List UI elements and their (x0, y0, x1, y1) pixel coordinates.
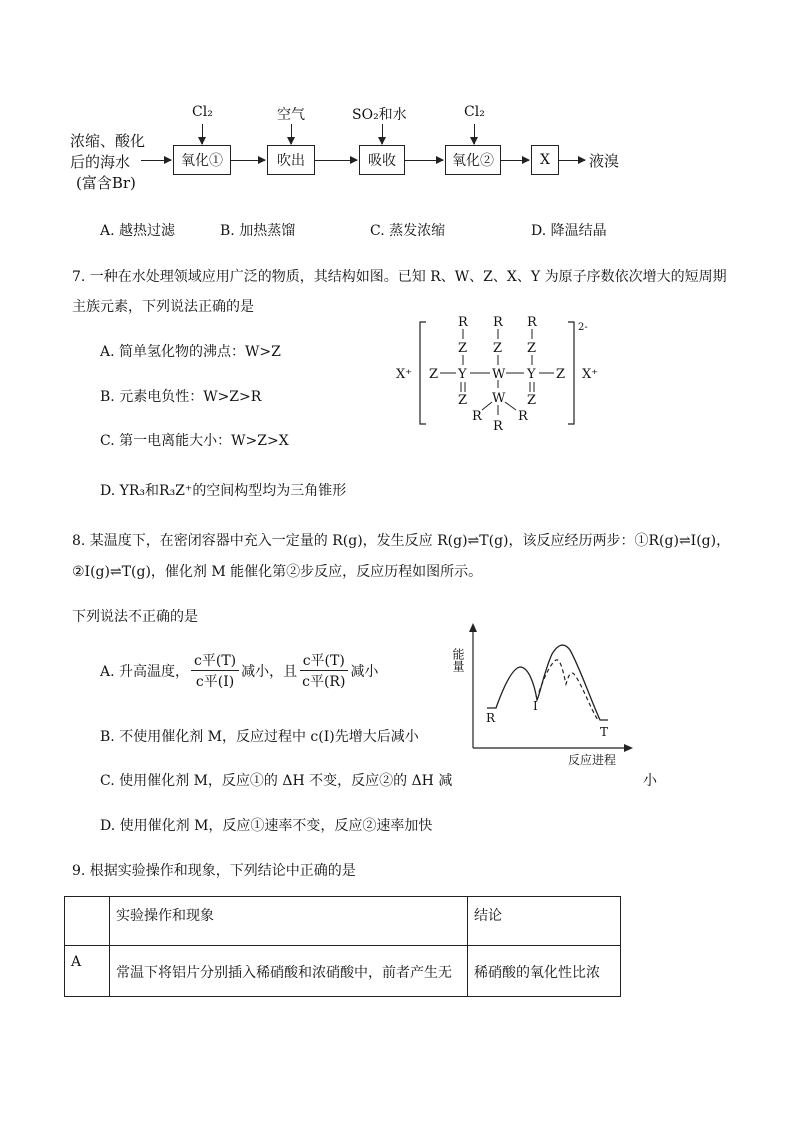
struct-atom-y: Y (458, 367, 467, 382)
bond (505, 402, 516, 410)
flow-box-oxidation-1: 氧化① (173, 145, 231, 175)
flow-box-oxidation-2: 氧化② (445, 145, 501, 175)
flow-arrow (559, 160, 585, 161)
struct-atom-y: Y (527, 367, 536, 382)
struct-atom-z: Z (527, 341, 537, 356)
table-header-cell: 结论 (468, 897, 621, 946)
flow-input-cl2: Cl₂ (464, 104, 485, 120)
q8-option-c-tail: 小 (643, 773, 657, 789)
struct-atom-r: R (458, 315, 468, 330)
flow-arrow (141, 160, 171, 161)
table-cell: 常温下将铝片分别插入稀硝酸和浓硝酸中，前者产生无 (110, 946, 468, 997)
y-axis-arrow (469, 623, 477, 632)
struct-atom-z: Z (429, 367, 439, 382)
table-cell: 稀硝酸的氧化性比浓 (468, 946, 621, 997)
struct-x-cation-right: X⁺ (582, 367, 599, 382)
flow-arrow (231, 160, 265, 161)
q8-option-a-mid: 减小，且 (241, 663, 298, 680)
q8-option-a-pre: A. 升高温度， (100, 663, 190, 680)
flow-input-line: 浓缩、酸化 (70, 132, 146, 150)
struct-atom-z: Z (527, 393, 537, 408)
q7-option-d (100, 480, 346, 500)
struct-atom-z: Z (493, 341, 503, 356)
q7-structure-diagram (390, 310, 610, 435)
label-r: R (486, 711, 496, 725)
table-header-cell (65, 897, 110, 946)
q8-option-d: D. 使用催化剂 M，反应①速率不变，反应②速率加快 (100, 818, 433, 834)
bracket-right (568, 322, 574, 424)
flow-input-so2-water: SO₂和水 (352, 107, 407, 123)
bond (482, 402, 492, 410)
fraction-denominator: c平(R) (302, 674, 346, 690)
q6-option-d: D. 降温结晶 (531, 223, 607, 239)
flow-input-label (70, 131, 145, 194)
table-header-row (65, 897, 621, 946)
q7-option-d-pre: D. YR₃和 (100, 483, 160, 499)
struct-charge: 2- (578, 322, 588, 333)
struct-atom-r: R (527, 315, 537, 330)
table-header-cell: 实验操作和现象 (110, 897, 468, 946)
q6-option-b: B. 加热蒸馏 (220, 223, 296, 239)
q6-option-c: C. 蒸发浓缩 (370, 223, 446, 239)
flow-arrow (291, 124, 292, 144)
flow-arrow (501, 160, 529, 161)
struct-atom-z: Z (556, 367, 566, 382)
fraction (299, 650, 348, 691)
q7-option-b: B. 元素电负性：W>Z>R (100, 389, 262, 405)
q9-table (64, 896, 621, 997)
q8-stem-line2: ②I(g)⇌T(g)，催化剂 M 能催化第②步反应，反应历程如图所示。 (72, 564, 483, 580)
q8-stem-line1: 8. 某温度下，在密闭容器中充入一定量的 R(g)，发生反应 R(g)⇌T(g)，该反应经历两步：①R(g)⇌I(g)， (72, 533, 731, 549)
table-cell: A (65, 946, 110, 997)
struct-atom-r: R (493, 419, 503, 434)
x-axis-label: 反应进程 (568, 753, 617, 767)
q9-stem: 9. 根据实验操作和现象，下列结论中正确的是 (72, 863, 356, 879)
q8-question: 下列说法不正确的是 (72, 609, 198, 625)
flow-arrow (474, 124, 475, 144)
q8-option-c: C. 使用催化剂 M，反应①的 ΔH 不变，反应②的 ΔH 减 (100, 773, 453, 789)
y-axis-label-char: 能量 (451, 648, 465, 672)
flow-box-absorb: 吸收 (359, 145, 405, 175)
flow-input-cl2: Cl₂ (192, 104, 213, 120)
flow-arrow (405, 160, 443, 161)
flow-arrow (382, 124, 383, 144)
struct-x-cation-left: X⁺ (396, 367, 413, 382)
struct-atom-w: W (492, 391, 506, 406)
q7-option-a: A. 简单氢化物的沸点：W>Z (100, 344, 281, 360)
fraction (191, 650, 239, 691)
flow-box-blow-out: 吹出 (267, 145, 315, 175)
flow-box-x: X (531, 145, 559, 175)
q7-option-d-post: 的空间构型均为三角锥形 (192, 483, 347, 499)
q7-option-d-formula: R₃Z⁺ (159, 483, 193, 499)
flow-input-line: 后的海水 (70, 153, 131, 171)
label-t: T (600, 725, 609, 739)
fraction-denominator: c平(I) (195, 674, 235, 690)
energy-profile-graph (440, 620, 640, 770)
q8-option-b: B. 不使用催化剂 M，反应过程中 c(I)先增大后减小 (100, 729, 419, 745)
label-i: I (533, 699, 538, 713)
struct-atom-r: R (493, 315, 503, 330)
struct-atom-r: R (518, 409, 528, 424)
struct-atom-z: Z (458, 341, 468, 356)
struct-atom-r: R (472, 409, 482, 424)
fraction-numerator: c平(T) (300, 650, 348, 671)
flow-arrow (202, 124, 203, 144)
x-axis-arrow (624, 744, 633, 752)
struct-atom-z: Z (458, 393, 468, 408)
flow-arrow (315, 160, 357, 161)
q7-option-c: C. 第一电离能大小：W>Z>X (100, 433, 289, 449)
q7-stem-line1: 7. 一种在水处理领域应用广泛的物质，其结构如图。已知 R、W、Z、X、Y 为原子序数依次增大的短周期 (72, 269, 727, 285)
flow-input-air: 空气 (277, 107, 305, 123)
fraction-numerator: c平(T) (191, 650, 239, 671)
q7-stem-line2: 主族元素，下列说法正确的是 (72, 299, 254, 315)
q8-option-a-post: 减小 (350, 663, 379, 680)
q6-option-a: A. 越热过滤 (100, 223, 176, 239)
q8-option-a (100, 650, 378, 691)
bracket-left (420, 322, 426, 424)
flow-input-line: (富含Br) (76, 174, 136, 192)
struct-atom-w: W (492, 367, 506, 382)
flow-output: 液溴 (589, 152, 620, 170)
table-row (65, 946, 621, 997)
catalyzed-curve (539, 660, 598, 720)
uncatalyzed-curve (487, 645, 608, 720)
